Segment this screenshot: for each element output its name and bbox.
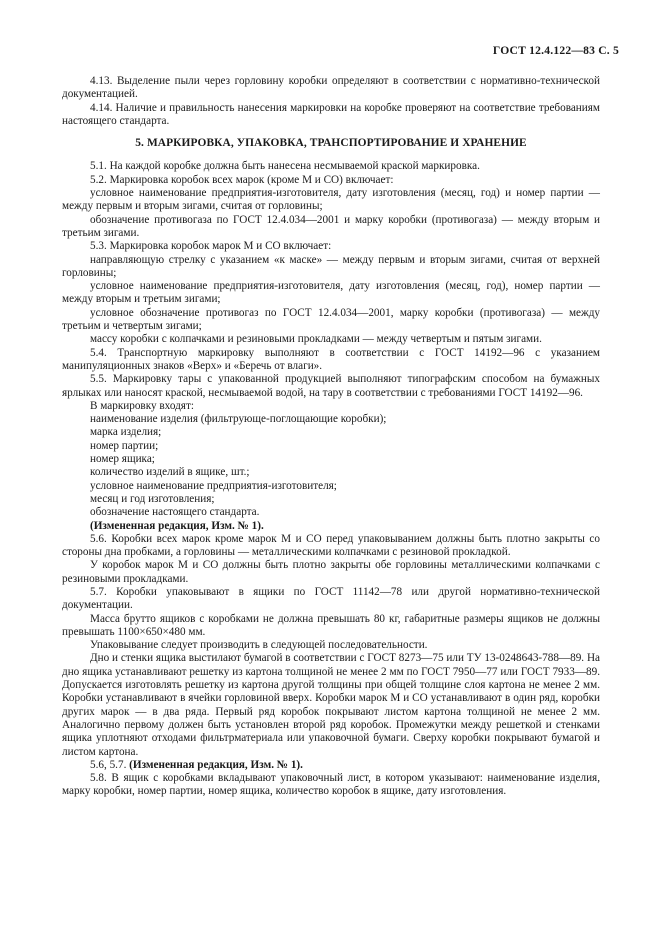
paragraph: условное наименование предприятия-изготовителя, дату изготовления (месяц, год) и номер партии — между первым и вторым зигами, считая от горловины;	[62, 187, 600, 213]
paragraph: условное обозначение противогаз по ГОСТ 12.4.034—2001, марку коробки (противогаза) — между третьим и четвертым зигами;	[62, 306, 600, 333]
paragraph-5-6: 5.6. Коробки всех марок кроме марок М и СО перед упаковыванием должны быть плотно закрыты со стороны дна пробками, а горловины — металлическими колпачками с резиновой прокладкой.	[62, 532, 600, 559]
paragraph: Дно и стенки ящика выстилают бумагой в соответствии с ГОСТ 8273—75 или ТУ 13-0248643-788—89. На дно ящика устанавливают решетку из картона толщиной не менее 2 мм по ГОСТ 7950—77 или ГОСТ 7933—89. Допускается изготовлять решетку из картона другой толщины при общей толщине слоя картона не менее 2 мм. Коробки устанавливают в ячейки горловиной вверх. Коробки марок М и СО устанавливают в один ряд, коробки других марок — в два ряда. Первый ряд коробок покрывают листом картона толщиной не менее 2 мм. Аналогично первому должен быть установлен второй ряд коробок. Промежутки между решеткой и стенками ящика уплотняют отходами фильтрматериала или упаковочной бумаги. Сверху коробки покрывают бумагой и листом картона.	[62, 652, 600, 758]
revision-note: (Измененная редакция, Изм. № 1).	[90, 519, 264, 532]
list-item: наименование изделия (фильтрующе-поглощающие коробки);	[90, 413, 387, 426]
paragraph: У коробок марок М и СО должны быть плотно закрыты обе горловины металлическими колпачками с резиновыми прокладками.	[62, 559, 600, 585]
list-item: количество изделий в ящике, шт.;	[90, 466, 250, 479]
paragraph: условное наименование предприятия-изготовителя, дату изготовления (месяц, год), номер партии — между вторым и третьим зигами;	[62, 280, 600, 306]
list-item: марка изделия;	[90, 426, 162, 439]
list-item: номер ящика;	[90, 453, 155, 466]
paragraph-5-3: 5.3. Маркировка коробок марок М и СО включает:	[90, 240, 332, 253]
list-item: номер партии;	[90, 439, 159, 452]
paragraph-5-4: 5.4. Транспортную маркировку выполняют в соответствии с ГОСТ 14192—96 с указанием манипуляционных знаков «Верх» и «Беречь от влаги».	[62, 346, 600, 372]
paragraph-4-14: 4.14. Наличие и правильность нанесения маркировки на коробке проверяют на соответствие требованиям настоящего стандарта.	[62, 101, 600, 127]
revision-note: (Измененная редакция, Изм. № 1).	[129, 758, 303, 771]
paragraph-5-2: 5.2. Маркировка коробок всех марок (кроме М и СО) включает:	[90, 173, 394, 186]
list-item: месяц и год изготовления;	[90, 492, 215, 505]
revision-note-line	[62, 759, 600, 772]
list-item: обозначение настоящего стандарта.	[90, 506, 260, 519]
paragraph-5-8: 5.8. В ящик с коробками вкладывают упаковочный лист, в котором указывают: наименование изделия, марку коробки, номер партии, номер ящика, количество коробок в ящике, дату изготовления.	[62, 772, 600, 798]
paragraph: направляющую стрелку с указанием «к маске» — между первым и вторым зигами, считая от верхней горловины;	[62, 253, 600, 279]
document-body	[62, 75, 600, 799]
revision-note-prefix: 5.6, 5.7.	[90, 758, 130, 771]
list-item: условное наименование предприятия-изготовителя;	[90, 479, 337, 492]
paragraph: обозначение противогаза по ГОСТ 12.4.034—2001 и марку коробки (противогаза) — между вторым и третьим зигами.	[62, 213, 600, 239]
paragraph-5-7: 5.7. Коробки упаковывают в ящики по ГОСТ 11142—78 или другой нормативно-технической документации.	[62, 585, 600, 612]
paragraph: Масса брутто ящиков с коробками не должна превышать 80 кг, габаритные размеры ящиков не должны превышать 1100×650×480 мм.	[62, 612, 600, 638]
list-intro: В маркировку входят:	[90, 399, 194, 412]
paragraph-4-13: 4.13. Выделение пыли через горловину коробки определяют в соответствии с нормативно-технической документацией.	[62, 75, 600, 101]
page-header: ГОСТ 12.4.122—83 С. 5	[492, 44, 619, 57]
paragraph-5-1: 5.1. На каждой коробке должна быть нанесена несмываемой краской маркировка.	[90, 160, 480, 173]
paragraph: Упаковывание следует производить в следующей последовательности.	[90, 639, 428, 652]
paragraph: массу коробки с колпачками и резиновыми прокладками — между четвертым и пятым зигами.	[90, 333, 542, 346]
paragraph-5-5: 5.5. Маркировку тары с упакованной продукцией выполняют типографским способом на бумажных ярлыках или наносят краской, несмываемой водой, на тару в соответствии с требованиями ГОСТ 14192—96.	[62, 373, 600, 399]
section-heading: 5. МАРКИРОВКА, УПАКОВКА, ТРАНСПОРТИРОВАНИЕ И ХРАНЕНИЕ	[135, 137, 527, 150]
